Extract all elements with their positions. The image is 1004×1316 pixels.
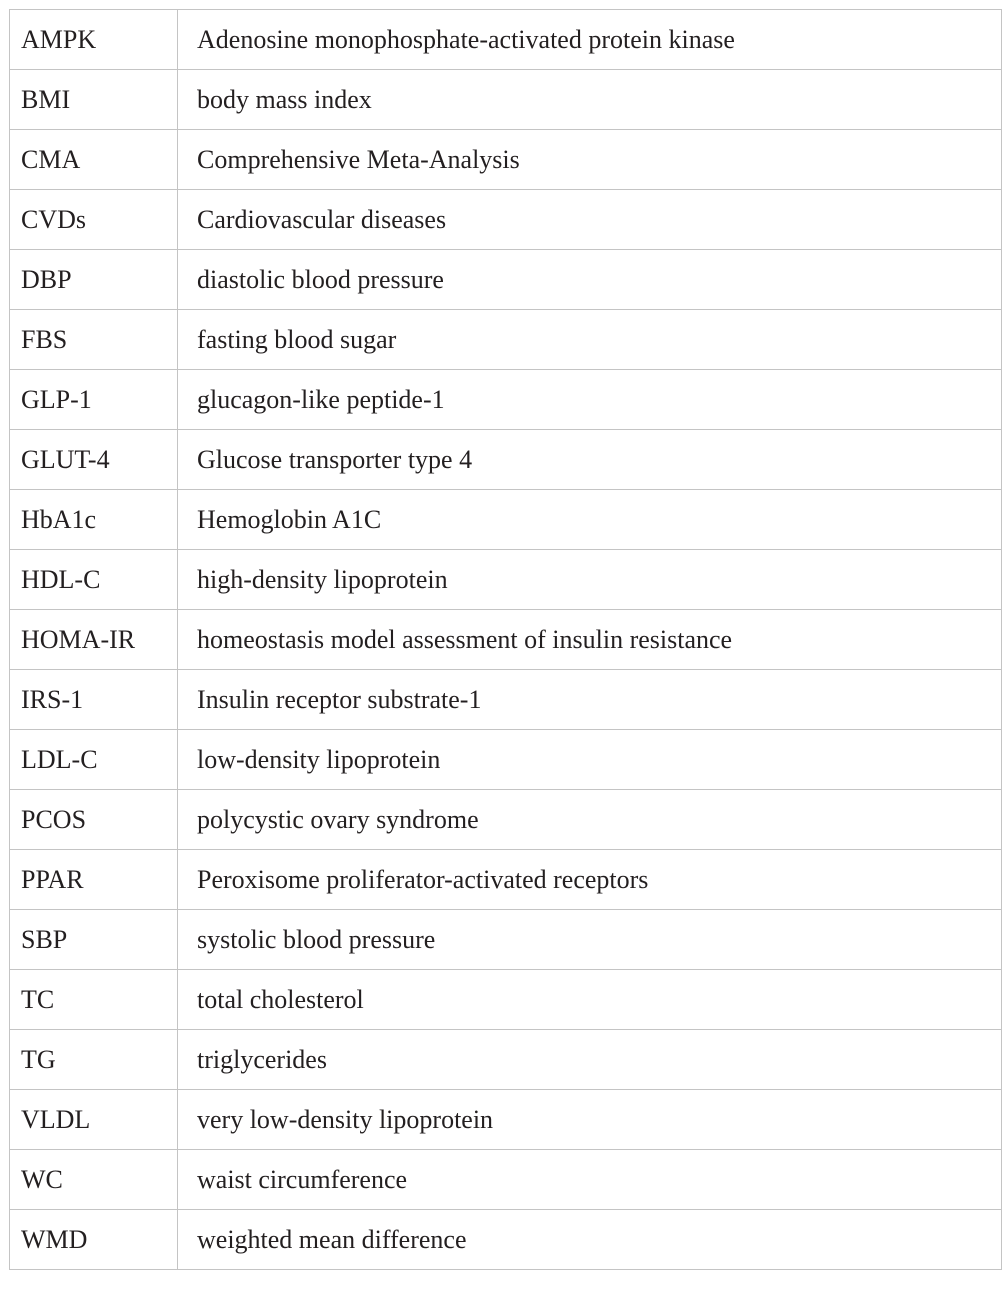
definition-cell: body mass index	[178, 70, 1002, 130]
abbreviation-cell: IRS-1	[10, 670, 178, 730]
definition-cell: high-density lipoprotein	[178, 550, 1002, 610]
table-row	[10, 370, 1002, 430]
abbreviation-cell: LDL-C	[10, 730, 178, 790]
definition-cell: waist circumference	[178, 1150, 1002, 1210]
abbreviation-cell: CVDs	[10, 190, 178, 250]
abbreviation-cell: VLDL	[10, 1090, 178, 1150]
definition-cell: weighted mean difference	[178, 1210, 1002, 1270]
definition-cell: glucagon-like peptide-1	[178, 370, 1002, 430]
abbreviation-cell: WMD	[10, 1210, 178, 1270]
table-row	[10, 70, 1002, 130]
table-row	[10, 310, 1002, 370]
abbreviation-cell: AMPK	[10, 10, 178, 70]
abbreviation-cell: HbA1c	[10, 490, 178, 550]
abbreviation-cell: PPAR	[10, 850, 178, 910]
abbreviation-cell: TG	[10, 1030, 178, 1090]
abbreviation-cell: PCOS	[10, 790, 178, 850]
abbreviation-cell: HOMA-IR	[10, 610, 178, 670]
table-row	[10, 1150, 1002, 1210]
definition-cell: Peroxisome proliferator-activated receptors	[178, 850, 1002, 910]
table-row	[10, 790, 1002, 850]
abbreviation-cell: BMI	[10, 70, 178, 130]
abbreviation-cell: WC	[10, 1150, 178, 1210]
abbreviations-table	[9, 9, 1002, 1270]
table-row	[10, 1090, 1002, 1150]
table-row	[10, 550, 1002, 610]
definition-cell: Adenosine monophosphate-activated protein kinase	[178, 10, 1002, 70]
definition-cell: homeostasis model assessment of insulin resistance	[178, 610, 1002, 670]
definition-cell: Comprehensive Meta-Analysis	[178, 130, 1002, 190]
definition-cell: diastolic blood pressure	[178, 250, 1002, 310]
definition-cell: total cholesterol	[178, 970, 1002, 1030]
abbreviation-cell: HDL-C	[10, 550, 178, 610]
definition-cell: very low-density lipoprotein	[178, 1090, 1002, 1150]
abbreviation-cell: SBP	[10, 910, 178, 970]
definition-cell: polycystic ovary syndrome	[178, 790, 1002, 850]
table-row	[10, 490, 1002, 550]
table-row	[10, 610, 1002, 670]
definition-cell: Insulin receptor substrate-1	[178, 670, 1002, 730]
table-row	[10, 1030, 1002, 1090]
abbreviations-table-body	[10, 10, 1002, 1270]
table-row	[10, 430, 1002, 490]
table-row	[10, 250, 1002, 310]
table-row	[10, 670, 1002, 730]
table-row	[10, 190, 1002, 250]
definition-cell: Glucose transporter type 4	[178, 430, 1002, 490]
table-row	[10, 730, 1002, 790]
table-row	[10, 130, 1002, 190]
abbreviation-cell: CMA	[10, 130, 178, 190]
table-row	[10, 10, 1002, 70]
table-row	[10, 1210, 1002, 1270]
table-row	[10, 910, 1002, 970]
definition-cell: low-density lipoprotein	[178, 730, 1002, 790]
definition-cell: triglycerides	[178, 1030, 1002, 1090]
abbreviation-cell: FBS	[10, 310, 178, 370]
abbreviation-cell: DBP	[10, 250, 178, 310]
abbreviation-cell: TC	[10, 970, 178, 1030]
definition-cell: systolic blood pressure	[178, 910, 1002, 970]
definition-cell: Hemoglobin A1C	[178, 490, 1002, 550]
definition-cell: fasting blood sugar	[178, 310, 1002, 370]
table-row	[10, 970, 1002, 1030]
table-row	[10, 850, 1002, 910]
abbreviation-cell: GLUT-4	[10, 430, 178, 490]
abbreviation-cell: GLP-1	[10, 370, 178, 430]
definition-cell: Cardiovascular diseases	[178, 190, 1002, 250]
